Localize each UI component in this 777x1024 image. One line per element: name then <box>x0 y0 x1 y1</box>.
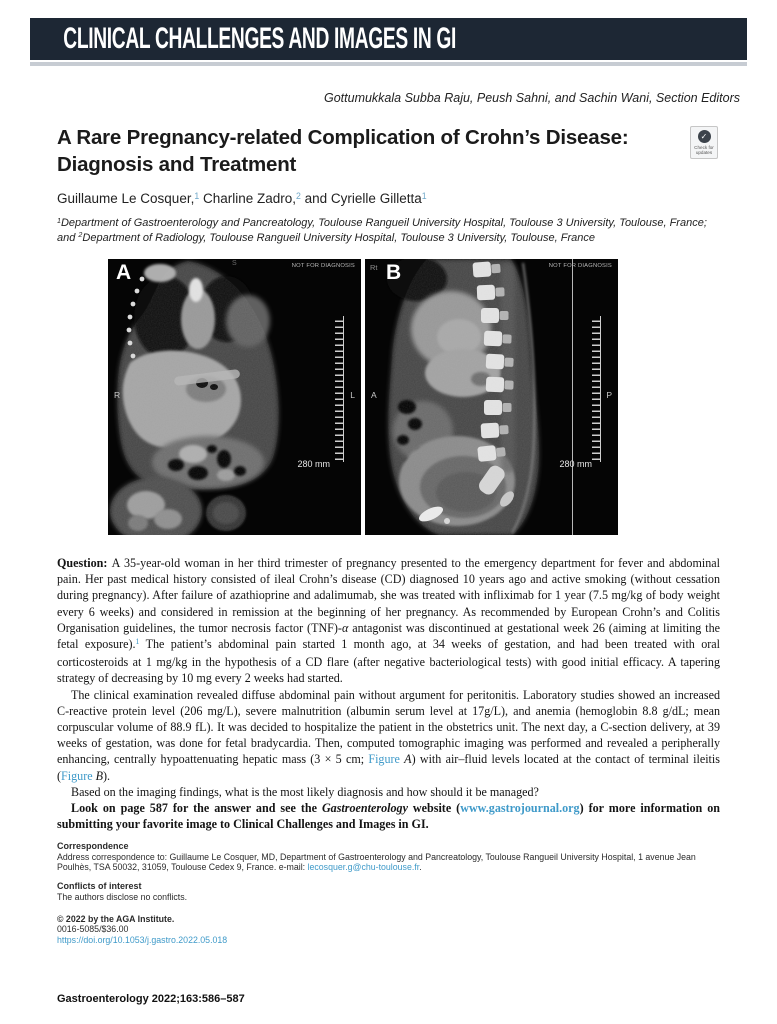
article-title <box>57 125 720 178</box>
correspondence-email-link[interactable]: lecosquer.g@chu-toulouse.fr <box>307 862 420 873</box>
text-segment: Charline Zadro, <box>199 191 297 206</box>
text-segment: website ( <box>407 801 461 816</box>
text-segment: ) for more information on submitting your favorite image to Clinical Challenges and Images in GI. <box>57 801 720 832</box>
copyright-line: © 2022 by the AGA Institute. <box>57 913 175 924</box>
journal-citation: Gastroenterology 2022;163:586–587 <box>57 993 245 1005</box>
text-segment: . <box>419 862 422 873</box>
text-segment: 2 <box>78 231 83 240</box>
text-segment: Gastroenterology <box>321 801 408 816</box>
text-segment: ). <box>103 768 111 783</box>
correspondence-text <box>57 852 720 873</box>
back-matter <box>57 841 720 944</box>
not-for-diagnosis-watermark: NOT FOR DIAGNOSIS <box>548 263 612 269</box>
authors-line <box>57 191 720 206</box>
text-segment: Address correspondence to: Guillaume Le Cosquer, MD, Department of Gastroenterology and Pancreatology, Toulouse Rangueil University Hospital, 1 avenue Jean Poulhès, TSA 50032, 31059, Toulouse Cedex 9, France. e-mail: <box>57 851 696 873</box>
figure-b-link[interactable]: Figure <box>61 768 96 783</box>
text-segment: 1 <box>57 216 61 225</box>
check-for-updates-label: Check for updates <box>694 145 714 156</box>
text-segment: Question: <box>57 556 112 570</box>
panel-a-label: A <box>116 261 132 284</box>
scale-label: 280 mm <box>559 459 592 469</box>
question-paragraph <box>57 555 720 687</box>
section-editors: Gottumukkala Subba Raju, Peush Sahni, and Sachin Wani, Section Editors <box>324 91 740 105</box>
text-segment: Department of Radiology, Toulouse Rangueil University Hospital, Toulouse 3 University, Toulouse, France <box>82 231 595 244</box>
doi-link[interactable]: https://doi.org/10.1053/j.gastro.2022.05.018 <box>57 934 228 945</box>
scale-ruler <box>335 316 344 462</box>
author-affiliation-ref: 1 <box>421 191 427 202</box>
answer-callout-paragraph <box>57 800 720 832</box>
text-segment: α <box>341 620 349 635</box>
reference-1-link[interactable]: 1 <box>135 637 140 647</box>
article-title-line1: A Rare Pregnancy-related Complication of Crohn’s Disease: <box>57 126 629 149</box>
not-for-diagnosis-watermark: NOT FOR DIAGNOSIS <box>291 263 355 269</box>
affiliations <box>57 217 720 246</box>
orientation-marker-superior: S <box>231 260 237 267</box>
text-segment: The patient’s abdominal pain started 1 month ago, at 34 weeks of gestation, and had been treated with oral corticosteroids at 1 mg/kg in the hypothesis of a CD flare (after negative bacteriological tests) with good initial efficacy. A tapering strategy of decreasing by 10 mg every 2 weeks had started. <box>57 637 720 686</box>
figure-a-link[interactable]: Figure <box>368 752 405 767</box>
diagnosis-question-paragraph <box>57 784 720 800</box>
scale-ruler <box>592 316 601 462</box>
author-affiliation-ref: 1 <box>194 191 200 202</box>
text-segment: A 35-year-old woman in her third trimester of pregnancy presented to the emergency department for fever and abdominal pain. Her past medical history consisted of ileal Crohn’s disease (CD) diagnosed 10 years ago and active smoking (without cessation during pregnancy). After failure of azathioprine and adalimumab, she was treated with infliximab for 1 year (7.5 mg/kg of body weight every 6 weeks) and considered in remission at the beginning of her pregnancy. As recommended by European Crohn’s and Colitis Organisation guidelines, the tumor necrosis factor (TNF)- <box>57 556 721 635</box>
author-affiliation-ref: 2 <box>296 191 301 202</box>
ct-figure <box>108 259 618 535</box>
text-segment: Based on the imaging findings, what is the most likely diagnosis and how should it be managed? <box>71 784 539 799</box>
ct-image-b <box>365 259 618 535</box>
text-segment: Look on page 587 for the answer and see the <box>71 801 322 816</box>
correspondence-heading: Correspondence <box>57 841 129 852</box>
title-row <box>57 125 720 178</box>
journal-website-link[interactable]: www.gastrojournal.org <box>460 801 580 816</box>
conflicts-heading: Conflicts of interest <box>57 881 142 892</box>
article-title-line2: Diagnosis and Treatment <box>57 152 297 176</box>
panel-b-label: B <box>386 261 402 284</box>
crossmark-icon: ✓ <box>698 130 711 143</box>
text-segment: and Cyrielle Gilletta <box>300 191 422 206</box>
banner-divider <box>30 62 747 66</box>
scale-label: 280 mm <box>297 459 330 469</box>
clinical-findings-paragraph <box>57 687 720 784</box>
ct-panel-b <box>365 259 618 535</box>
text-segment: ) with air–fluid levels located at the contact of terminal ileitis ( <box>57 752 720 783</box>
conflicts-text: The authors disclose no conflicts. <box>57 891 188 902</box>
check-for-updates-badge[interactable] <box>690 126 718 159</box>
orientation-marker-posterior: P <box>606 390 612 400</box>
orientation-marker-anterior: A <box>371 390 377 400</box>
orientation-marker-left: L <box>350 390 355 400</box>
issn-line: 0016-5085/$36.00 <box>57 924 129 935</box>
ct-image-a <box>108 259 361 535</box>
ct-panel-a <box>108 259 361 535</box>
section-banner <box>30 18 747 60</box>
orientation-marker-right: R <box>114 390 121 400</box>
text-segment: antagonist was discontinued at gestational week 26 (aiming at limiting the fetal exposure). <box>57 620 720 652</box>
section-banner-title: CLINICAL CHALLENGES AND IMAGES IN GI <box>63 22 457 55</box>
article-body <box>57 555 720 832</box>
text-segment: Guillaume Le Cosquer, <box>57 191 195 206</box>
text-segment: A <box>404 752 412 767</box>
orientation-corner-marker: Rt <box>370 263 378 272</box>
text-segment: Department of Gastroenterology and Pancreatology, Toulouse Rangueil University Hospital, Toulouse 3 University, Toulouse, France; and <box>57 217 707 244</box>
text-segment: The clinical examination revealed diffuse abdominal pain without argument for peritonitis. Laboratory studies showed an increased C-reactive protein level (206 mg/L), severe malnutrition (albumin serum level at 17g/L), and anemia (hemoglobin 8.8 g/dL; mean corpuscular volume of 88.9 fL). It was decided to hospitalize the patient in the obstetrics unit. The next day, a C-section delivery, at 39 weeks of gestation, was done for fetal bradycardia. Then, computed tomographic imaging was performed and revealed a peripherally enhancing, centrally hypoattenuating hepatic mass (3 × 5 cm; <box>57 687 720 767</box>
text-segment: B <box>95 768 104 783</box>
